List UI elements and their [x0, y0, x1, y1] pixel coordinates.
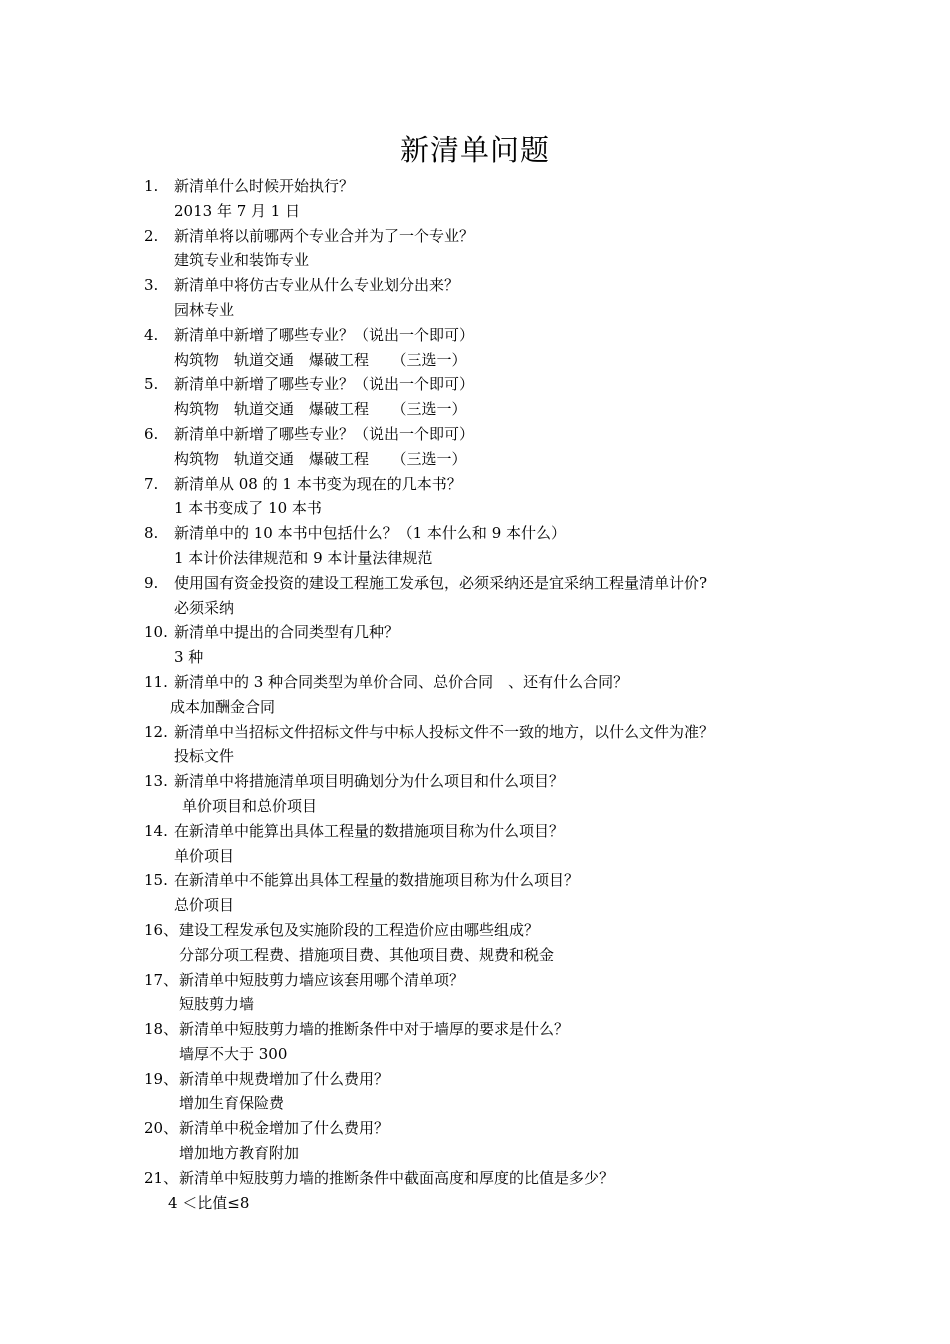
question-text: 在新清单中能算出具体工程量的数措施项目称为什么项目？ [174, 821, 565, 840]
question-number: 3. [144, 276, 159, 295]
list-item [0, 323, 950, 373]
question-number: 7. [144, 474, 159, 493]
question-number: 19、 [144, 1069, 179, 1088]
question-text: 在新清单中不能算出具体工程量的数措施项目称为什么项目？ [174, 871, 580, 890]
question-text: 新清单什么时候开始执行？ [174, 177, 355, 195]
question-text: 新清单将以前哪两个专业合并为了一个专业？ [174, 226, 475, 245]
answer-text: 投标文件 [174, 747, 235, 766]
question-number: 6. [144, 424, 159, 443]
answer-text: 3 种 [174, 648, 204, 667]
answer-text: 短肢剪力墙 [179, 995, 255, 1014]
question-text: 新清单中新增了哪些专业？（说出一个即可） [174, 375, 475, 394]
list-item [0, 273, 950, 323]
answer-text: 构筑物 轨道交通 爆破工程 （三选一） [174, 449, 467, 468]
answer-text: 4 ＜比值≤8 [168, 1193, 250, 1212]
question-number: 11. [144, 672, 168, 691]
question-text: 新清单中当招标文件招标文件与中标人投标文件不一致的地方，以什么文件为准？ [174, 722, 715, 741]
list-item [0, 174, 950, 224]
answer-text: 单价项目和总价项目 [182, 796, 318, 815]
question-text: 新清单中的 3 种合同类型为单价合同、总价合同 、还有什么合同？ [174, 672, 629, 691]
answer-text: 单价项目 [174, 846, 235, 865]
question-text: 新清单中将措施清单项目明确划分为什么项目和什么项目？ [174, 772, 565, 791]
answer-text: 2013 年 7 月 1 日 [174, 201, 301, 220]
answer-text: 园林专业 [174, 300, 235, 319]
list-item [0, 472, 950, 522]
question-number: 10. [144, 623, 168, 642]
question-text: 新清单中税金增加了什么费用？ [179, 1119, 390, 1138]
question-number: 9. [144, 573, 159, 592]
question-text: 新清单中提出的合同类型有几种？ [174, 623, 400, 642]
question-number: 1. [144, 177, 159, 195]
question-number: 15. [144, 871, 168, 890]
question-number: 16、 [144, 920, 179, 939]
question-text: 新清单中短肢剪力墙的推断条件中截面高度和厚度的比值是多少？ [179, 1168, 615, 1187]
list-item [0, 868, 950, 918]
question-number: 8. [144, 524, 159, 543]
question-number: 2. [144, 226, 159, 245]
answer-text: 成本加酬金合同 [170, 697, 276, 716]
answer-text: 建筑专业和装饰专业 [174, 251, 310, 270]
answer-text: 总价项目 [174, 896, 235, 915]
list-item [0, 819, 950, 869]
question-text: 新清单从 08 的 1 本书变为现在的几本书？ [174, 474, 462, 493]
list-item [0, 620, 950, 670]
question-text: 新清单中将仿古专业从什么专业划分出来？ [174, 276, 460, 295]
list-item [0, 422, 950, 472]
list-item [0, 372, 950, 422]
answer-text: 墙厚不大于 300 [179, 1044, 288, 1063]
question-number: 20、 [144, 1119, 179, 1138]
question-text: 新清单中短肢剪力墙应该套用哪个清单项？ [179, 970, 465, 989]
question-number: 18、 [144, 1020, 179, 1039]
question-number: 4. [144, 325, 159, 344]
question-list [0, 174, 950, 1215]
question-text: 新清单中新增了哪些专业？（说出一个即可） [174, 424, 475, 443]
list-item [0, 1166, 950, 1216]
answer-text: 构筑物 轨道交通 爆破工程 （三选一） [174, 350, 467, 369]
answer-text: 构筑物 轨道交通 爆破工程 （三选一） [174, 400, 467, 419]
question-number: 17、 [144, 970, 179, 989]
question-number: 21、 [144, 1168, 179, 1187]
question-text: 新清单中短肢剪力墙的推断条件中对于墙厚的要求是什么？ [179, 1020, 570, 1039]
list-item [0, 720, 950, 770]
list-item [0, 769, 950, 819]
list-item [0, 1017, 950, 1067]
list-item [0, 1067, 950, 1117]
question-number: 14. [144, 821, 168, 840]
question-number: 12. [144, 722, 168, 741]
question-text: 新清单中规费增加了什么费用？ [179, 1069, 390, 1088]
answer-text: 分部分项工程费、措施项目费、其他项目费、规费和税金 [179, 945, 555, 964]
answer-text: 增加生育保险费 [179, 1094, 285, 1113]
list-item [0, 670, 950, 720]
page-title: 新清单问题 [399, 133, 550, 167]
list-item [0, 521, 950, 571]
list-item [0, 968, 950, 1018]
question-text: 建设工程发承包及实施阶段的工程造价应由哪些组成？ [179, 920, 540, 939]
list-item [0, 1116, 950, 1166]
list-item [0, 571, 950, 621]
answer-text: 增加地方教育附加 [179, 1144, 300, 1163]
list-item [0, 918, 950, 968]
question-text: 新清单中新增了哪些专业？（说出一个即可） [174, 325, 475, 344]
answer-text: 1 本书变成了 10 本书 [174, 499, 322, 518]
answer-text: 1 本计价法律规范和 9 本计量法律规范 [174, 548, 433, 567]
question-text: 新清单中的 10 本书中包括什么？（1 本什么和 9 本什么） [174, 524, 567, 543]
list-item [0, 224, 950, 274]
question-text: 使用国有资金投资的建设工程施工发承包，必须采纳还是宜采纳工程量清单计价? [174, 573, 708, 592]
answer-text: 必须采纳 [174, 598, 235, 617]
question-number: 5. [144, 375, 159, 394]
question-number: 13. [144, 772, 168, 791]
